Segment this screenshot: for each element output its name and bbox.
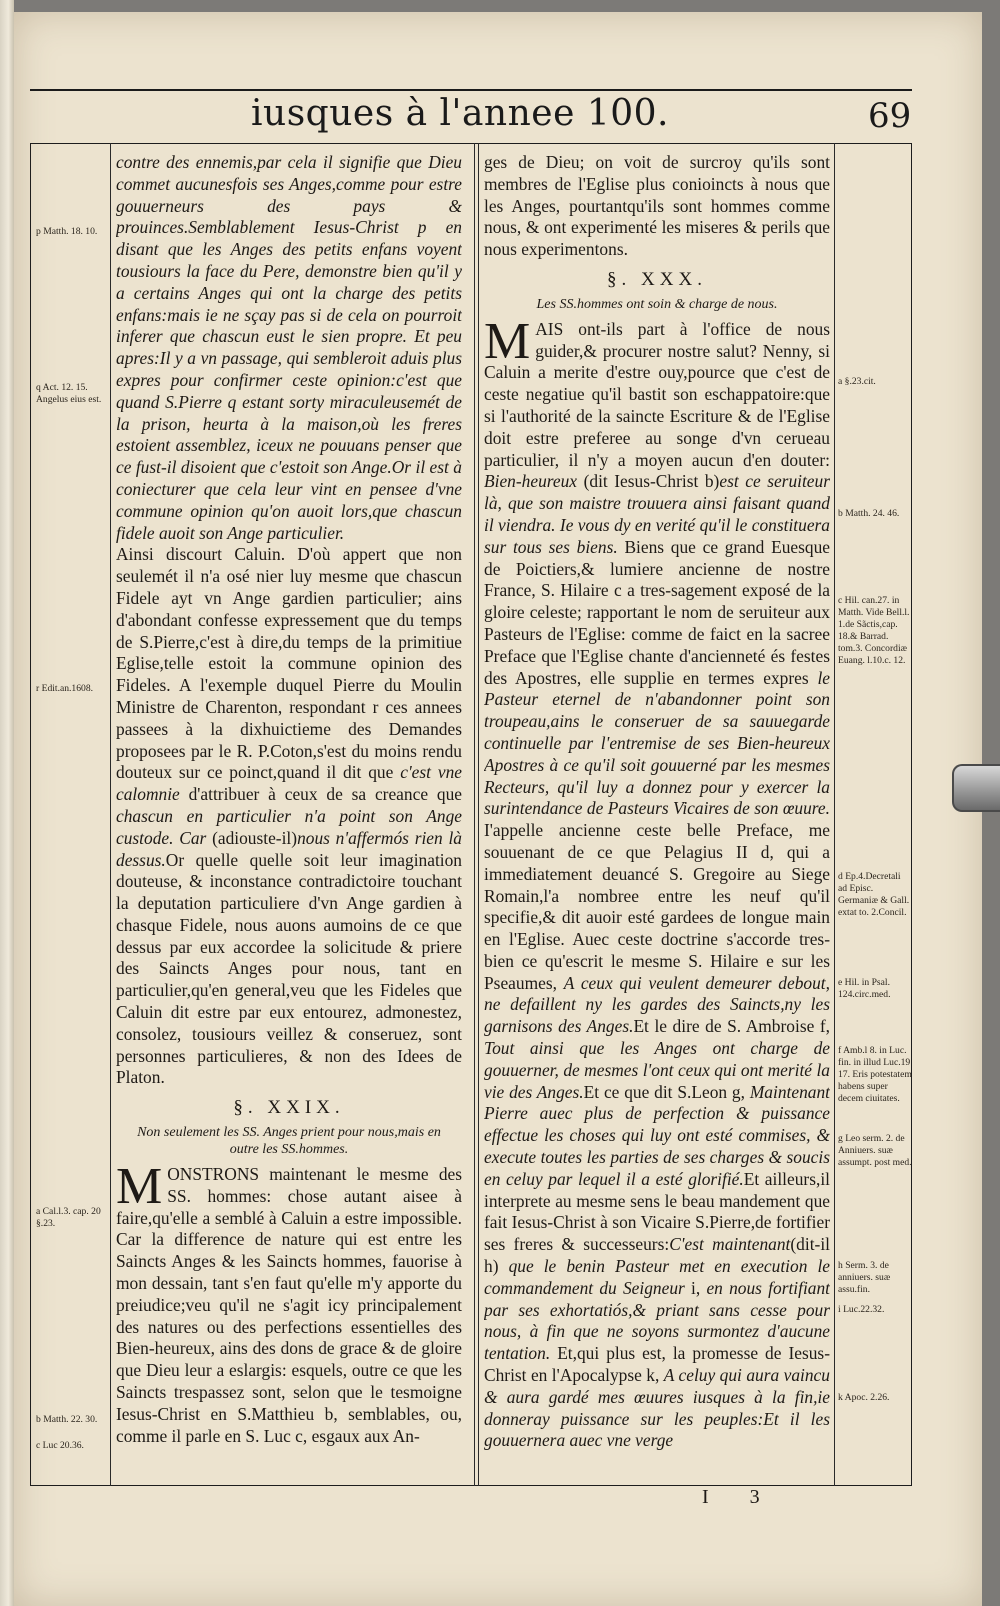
right-margin-rule (834, 143, 835, 1486)
margin-note: c Luc 20.36. (36, 1440, 84, 1451)
margin-note: c Hil. can.27. in Matth. Vide Bell.l. 1.de Sãctis,cap. 18.& Barrad. tom.3. Concordiæ Euang. l.10.c. 12. (838, 595, 910, 666)
margin-note: a Cal.l.3. cap. 20 §.23. (36, 1206, 101, 1229)
column-divider-left (474, 143, 475, 1486)
book-binding-edge (0, 0, 14, 1606)
margin-note: g Leo serm. 2. de Anniuers. suæ assumpt. post med. (838, 1133, 912, 1168)
text-column-right (484, 152, 830, 1477)
header-rule (30, 89, 912, 91)
text-column-left (116, 152, 462, 1477)
paragraph: contre des ennemis,par cela il signifie que Dieu commet aucunesfois ses Anges,comme pour estre gouuerneurs des pays & prouinces.Semblablement Iesus-Christ p en disant que les Anges des petits enfans voyent tousiours la face du Pere, demonstre bien qu'il y a certains Anges qui ont la charge des petits enfans:mais ie ne sçay pas si de cela on pourroit inferer que chascun eust le sien propre. Et peu apres:Il y a vn passage, qui sembleroit aduis plus expres pour confirmer ceste opinion:c'est que quand S.Pierre q estant sorty miraculeusemét de la prison, heurta à la maison,où les freres estoient assemblez, iceux ne pouuans penser que ce fust-il disoient que c'estoit son Ange.Or il est à coniecturer que cela leur vint en pensee d'vne commune opinion qu'on auoit lors,que chascun fidele auoit son Ange particulier. (116, 152, 462, 543)
margin-note: f Amb.l 8. in Luc. fin. in illud Luc.19 17. Eris potestatem habens super decem ciuitates. (838, 1045, 912, 1104)
margin-note: h Serm. 3. de anniuers. suæ assu.fin. (838, 1260, 891, 1295)
gathering-signature: I 3 (702, 1486, 778, 1508)
section-heading: §. XXX. (607, 268, 707, 290)
paragraph: MAIS ont-ils part à l'office de nous guider,& procurer nostre salut? Nenny, si Caluin a merite d'estre ouy,pource que c'est de ceste negatiue qu'il bastit son eschappatoire:que si l'authorité de la saincte Escriture & de l'Eglise doit estre preferee au songe d'vn cerueau particulier, il n'y a moyen aucun d'en douter: Bien-heureux (dit Iesus-Christ b)est ce seruiteur là, que son maistre trouuera ainsi faisant quand il viendra. Ie vous dy en verité qu'il le constituera sur tous ses biens. Biens que ce grand Euesque de Poictiers,& lumiere ancienne de nostre France, S. Hilaire c a tres-sagement exposé de la gloire celeste; rapportant le nom de seruiteur aux Pasteurs de l'Eglise: comme de faict en la sacree Preface que l'Eglise chante d'ancienneté és festes des Apostres, elle supplie en termes expres le Pasteur eternel de n'abandonner point son troupeau,ains le conseruer de sa sauuegarde continuelle par l'entremise de ses Bien-heureux Apostres à ce qu'il soit gouuerné par les mesmes Recteurs, qu'il luy a donnez pour y exercer la surintendance de Pasteurs Vicaires de son œuure. I'appelle ancienne ceste belle Preface, me souuenant de ce que Pelagius II d, qui a immediatement deuancé S. Gregoire au Siege Romain,l'a nombree entre les neuf qu'il specifie,& dit auoir esté gardees de longue main en l'Eglise. Auec ceste doctrine s'accorde tres-bien ce qu'escrit le mesme S. Hilaire e sur les Pseaumes, A ceux qui veulent demeurer debout, ne defaillent ny les gardes des Saincts,ny les garnisons des Anges.Et le dire de S. Ambroise f, Tout ainsi que les Anges ont charge de gouuerner, de mesmes l'ont ceux qui ont merité la vie des Anges.Et ce que dit S.Leon g, Maintenant Pierre auec plus de perfection & puissance effectue les choses qui luy ont esté commises, & execute toutes les parties de ses charges & soucis en celuy par lequel il a esté glorifié.Et ailleurs,il interprete au mesme sens le beau mandement que fait Iesus-Christ à son Vicaire S.Pierre,de fortifier ses freres & successeurs:C'est maintenant(dit-il h) que le benin Pasteur met en execution le commandement du Seigneur i, en nous fortifiant par ses exhortatiós,& priant sans cesse pour nous, à fin que ne soyons surmontez d'aucune tentation. Et,qui plus est, la promesse de Iesus-Christ en l'Apocalypse k, A celuy qui aura vaincu & aura gardé mes œuures iusques à la fin,ie donneray puissance sur les peuples:Et il les gouuernera auec vne verge (484, 312, 830, 1451)
margin-note: r Edit.an.1608. (36, 683, 94, 694)
section-heading: §. XXIX. (233, 1097, 345, 1119)
running-head: iusques à l'annee 100. (251, 93, 669, 134)
margin-note: b Matth. 22. 30. (36, 1414, 98, 1425)
page-number: 69 (868, 96, 912, 136)
drop-cap: M (484, 312, 531, 370)
drop-cap: M (116, 1158, 163, 1216)
column-divider-right (478, 143, 479, 1486)
paragraph: Ainsi discourt Caluin. D'où appert que non seulemét il n'a osé nier luy mesme que chascun Fidele ayt vn Ange gardien particulier; ains d'abondant confesse expressement que du temps de S.Pierre,c'est à dire,du temps de la primitiue Eglise,telle estoit la commune opinion des Fideles. A l'exemple duquel Pierre du Moulin Ministre de Charenton, respondant r ces annees passees à la dixhuictieme des Demandes proposees par le R. P.Coton,s'est du moins rendu douteux sur ce poinct,quand il dit que c'est vne calomnie d'attribuer à ceux de sa creance que chascun en particulier n'a point son Ange custode. Car (adiouste-il)nous n'affermós rien là dessus.Or quelle quelle soit leur imagination douteuse, & inconstance contradictoire touchant la deputation particuliere d'vn Ange gardien à chasque Fidele, nous auons aumoins de ce que dessus par eux accordee la solicitude & priere des Saincts Anges pour nous, tant en particulier,qu'en general,veu que les Fideles que Caluin dit estre par eux entourez, admonestez, consolez, tousiours veillez & conseruez, sont personnes particulieres, & non des Idees de Platon. (116, 544, 462, 1088)
margin-note: a §.23.cit. (838, 376, 876, 387)
margin-note: e Hil. in Psal. 124.circ.med. (838, 977, 891, 1000)
page-clip-tab (952, 764, 1000, 812)
paragraph: ges de Dieu; on voit de surcroy qu'ils sont membres de l'Eglise plus conioincts à nous que les Anges, pourtantqu'ils sont hommes comme nous, & ont experimenté les miseres & perils que nous experimentons. (484, 152, 830, 260)
section-summary: Non seulement les SS. Anges prient pour nous,mais en outre les SS.hommes. (137, 1125, 441, 1158)
margin-note: b Matth. 24. 46. (838, 508, 900, 519)
section-summary: Les SS.hommes ont soin & charge de nous. (536, 296, 778, 312)
margin-note: p Matth. 18. 10. (36, 226, 98, 237)
margin-note: i Luc.22.32. (838, 1304, 885, 1315)
paragraph: MONSTRONS maintenant le mesme des SS. hommes: chose autant aisee à faire,qu'elle a semblé à Caluin a estre impossible. Car la difference de nature qui est entre les Saincts Anges & les Saincts hommes, fauorise à mon dessain, tant s'en faut qu'elle m'y apporte du preiudice;veu qu'il ne s'agit icy principalement des natures ou des perfections essentielles des Bien-heureux, ains des dons de grace & de gloire que Dieu leur a eslargis: esquels, outre ce que les Saincts trespassez sont, selon que le tesmoigne Iesus-Christ en S.Matthieu b, semblables, ou, comme il parle en S. Luc c, esgaux aux An- (116, 1158, 462, 1446)
left-margin-rule (110, 143, 111, 1486)
margin-note: d Ep.4.Decretali ad Episc. Germaniæ & Gall. extat to. 2.Concil. (838, 871, 910, 918)
margin-note: q Act. 12. 15. Angelus eius est. (36, 382, 102, 405)
margin-note: k Apoc. 2.26. (838, 1392, 890, 1403)
